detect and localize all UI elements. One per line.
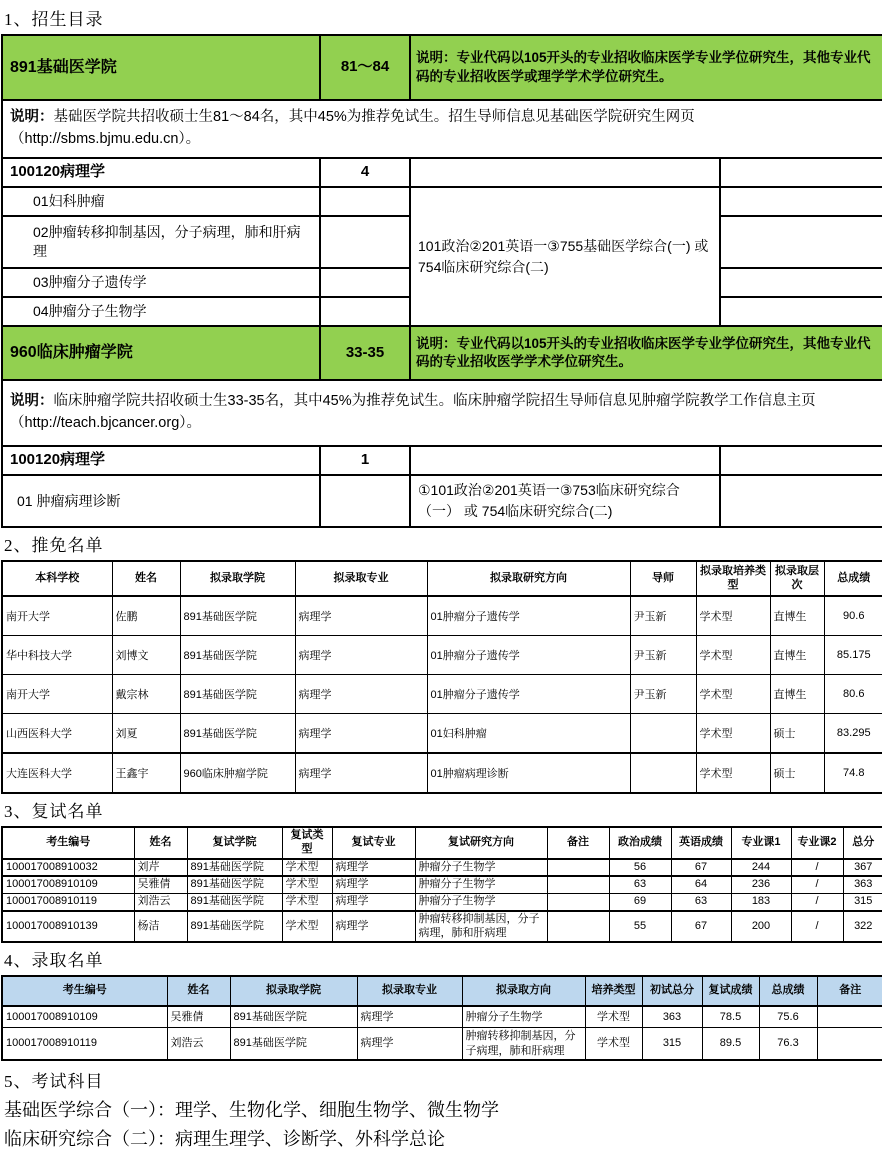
dept2-quota: 33-35	[320, 326, 410, 380]
cell-direction: 肿瘤分子生物学	[415, 894, 547, 911]
cell-english: 67	[671, 859, 731, 877]
section-title-catalog: 1、招生目录	[4, 10, 104, 29]
table-row	[2, 596, 882, 636]
direction-row	[2, 475, 882, 527]
col-header: 培养类型	[585, 976, 642, 1006]
cell-type: 学术型	[696, 714, 770, 754]
cell-direction: 肿瘤分子生物学	[462, 1006, 585, 1028]
cell-school: 大连医科大学	[2, 753, 112, 793]
cell-college: 891基础医学院	[230, 1006, 357, 1028]
col-header: 专业课2	[791, 827, 843, 859]
dept2-description	[2, 380, 882, 446]
cell-school: 华中科技大学	[2, 636, 112, 675]
cell-college: 960临床肿瘤学院	[180, 753, 295, 793]
empty-cell	[410, 158, 720, 187]
dept1-quota: 81～84	[320, 35, 410, 100]
cell-name: 吴雅倩	[134, 876, 187, 893]
empty-cell	[720, 446, 882, 475]
table-row	[2, 675, 882, 714]
col-header: 考生编号	[2, 976, 167, 1006]
direction-2: 02肿瘤转移抑制基因，分子病理，肺和肝病理	[2, 216, 320, 268]
col-header: 总成绩	[824, 561, 882, 596]
col-header: 拟录取学院	[180, 561, 295, 596]
cell-type: 学术型	[585, 1006, 642, 1028]
desc-label: 说明：	[10, 109, 54, 126]
cell-politics: 69	[609, 894, 671, 911]
cell-english: 63	[671, 894, 731, 911]
cell-type: 学术型	[282, 859, 332, 877]
cell-id: 100017008910109	[2, 876, 134, 893]
table-row	[2, 714, 882, 754]
cell-major: 病理学	[295, 675, 427, 714]
cell-level: 直博生	[770, 596, 824, 636]
dept1-major-quota: 4	[320, 158, 410, 187]
cell-name: 杨洁	[134, 911, 187, 943]
desc-text: 基础医学院共招收硕士生81～84名，其中45%为推荐免试生。招生导师信息见基础医学院研究生网页（http://sbms.bjmu.edu.cn）。	[10, 109, 695, 147]
empty-cell	[410, 446, 720, 475]
cell-course2: /	[791, 859, 843, 877]
cell-major: 病理学	[332, 876, 415, 893]
cell-type: 学术型	[282, 911, 332, 943]
col-header: 初试总分	[642, 976, 702, 1006]
cell-college: 891基础医学院	[180, 714, 295, 754]
cell-course2: /	[791, 911, 843, 943]
dept1-desc-row	[2, 100, 882, 158]
cell-course1: 236	[731, 876, 791, 893]
col-header: 备注	[817, 976, 882, 1006]
cell-remark	[547, 859, 609, 877]
cell-score: 80.6	[824, 675, 882, 714]
dept2-name: 960临床肿瘤学院	[2, 326, 320, 380]
section-title-tuimian: 2、推免名单	[4, 536, 104, 555]
cell-name: 吴雅倩	[167, 1006, 230, 1028]
header-row	[2, 976, 882, 1006]
header-row	[2, 827, 882, 859]
cell-remark	[547, 876, 609, 893]
dept2-header-row	[2, 326, 882, 380]
section-title-subjects: 5、考试科目	[4, 1071, 104, 1091]
cell-college: 891基础医学院	[230, 1028, 357, 1060]
cell-name: 佐鹏	[112, 596, 180, 636]
cell-initial-score: 315	[642, 1028, 702, 1060]
cell-name: 刘博文	[112, 636, 180, 675]
empty-cell	[320, 297, 410, 326]
cell-name: 王鑫宇	[112, 753, 180, 793]
tuimian-table	[1, 560, 882, 794]
cell-college: 891基础医学院	[180, 636, 295, 675]
catalog-table	[1, 34, 882, 528]
empty-cell	[720, 475, 882, 527]
table-row	[2, 1006, 882, 1028]
empty-cell	[320, 475, 410, 527]
dept2-major-row	[2, 446, 882, 475]
cell-type: 学术型	[282, 876, 332, 893]
desc-label: 说明：	[10, 393, 54, 410]
empty-cell	[320, 268, 410, 297]
cell-score: 83.295	[824, 714, 882, 754]
col-header: 拟录取专业	[295, 561, 427, 596]
cell-advisor	[630, 753, 696, 793]
col-header: 拟录取研究方向	[427, 561, 630, 596]
col-header: 总成绩	[759, 976, 817, 1006]
cell-id: 100017008910139	[2, 911, 134, 943]
cell-remark	[547, 911, 609, 943]
cell-direction: 01肿瘤分子遗传学	[427, 596, 630, 636]
luqu-table	[1, 975, 882, 1061]
col-header: 备注	[547, 827, 609, 859]
dept2-exam-subjects: ①101政治②201英语一③753临床研究综合（一） 或 754临床研究综合(二)	[410, 475, 720, 527]
table-row	[2, 1028, 882, 1060]
cell-total: 315	[843, 894, 882, 911]
dept2-desc-row	[2, 380, 882, 446]
cell-college: 891基础医学院	[187, 894, 282, 911]
cell-major: 病理学	[295, 596, 427, 636]
cell-college: 891基础医学院	[180, 675, 295, 714]
direction-4: 04肿瘤分子生物学	[2, 297, 320, 326]
col-header: 拟录取学院	[230, 976, 357, 1006]
col-header: 总分	[843, 827, 882, 859]
cell-type: 学术型	[282, 894, 332, 911]
dept1-header-row	[2, 35, 882, 100]
cell-remark	[547, 894, 609, 911]
empty-cell	[720, 268, 882, 297]
col-header: 政治成绩	[609, 827, 671, 859]
subject-line-clinical-research: 临床研究综合（二）：病理生理学、诊断学、外科学总论	[4, 1128, 445, 1149]
direction-3: 03肿瘤分子遗传学	[2, 268, 320, 297]
col-header: 拟录取方向	[462, 976, 585, 1006]
desc-text: 临床肿瘤学院共招收硕士生33-35名，其中45%为推荐免试生。临床肿瘤学院招生导师信息见肿瘤学院教学工作信息主页（http://teach.bjcancer.org）。	[10, 393, 816, 431]
cell-total: 322	[843, 911, 882, 943]
dept2-note: 说明：专业代码以105开头的专业招收临床医学专业学位研究生，其他专业代码的专业招收医学学术学位研究生。	[410, 326, 882, 380]
cell-school: 山西医科大学	[2, 714, 112, 754]
cell-type: 学术型	[696, 753, 770, 793]
cell-direction: 01妇科肿瘤	[427, 714, 630, 754]
cell-direction: 01肿瘤病理诊断	[427, 753, 630, 793]
cell-score: 90.6	[824, 596, 882, 636]
direction-1: 01妇科肿瘤	[2, 187, 320, 216]
empty-cell	[720, 158, 882, 187]
col-header: 考生编号	[2, 827, 134, 859]
empty-cell	[720, 216, 882, 268]
cell-level: 直博生	[770, 636, 824, 675]
cell-major: 病理学	[295, 714, 427, 754]
cell-type: 学术型	[696, 675, 770, 714]
cell-college: 891基础医学院	[187, 859, 282, 877]
col-header: 导师	[630, 561, 696, 596]
cell-score: 74.8	[824, 753, 882, 793]
cell-id: 100017008910119	[2, 894, 134, 911]
cell-total-score: 75.6	[759, 1006, 817, 1028]
subject-line-basic-medicine: 基础医学综合（一）：理学、生物化学、细胞生物学、微生物学	[4, 1099, 499, 1120]
dept2-major: 100120病理学	[2, 446, 320, 475]
fushi-table	[1, 826, 882, 943]
col-header: 复试成绩	[702, 976, 759, 1006]
empty-cell	[720, 187, 882, 216]
cell-name: 刘夏	[112, 714, 180, 754]
cell-major: 病理学	[332, 911, 415, 943]
cell-course1: 244	[731, 859, 791, 877]
cell-total-score: 76.3	[759, 1028, 817, 1060]
cell-advisor: 尹玉新	[630, 636, 696, 675]
cell-major: 病理学	[357, 1006, 462, 1028]
table-row	[2, 636, 882, 675]
table-row	[2, 753, 882, 793]
cell-advisor: 尹玉新	[630, 675, 696, 714]
col-header: 英语成绩	[671, 827, 731, 859]
col-header: 姓名	[134, 827, 187, 859]
dept1-name: 891基础医学院	[2, 35, 320, 100]
cell-advisor: 尹玉新	[630, 596, 696, 636]
cell-initial-score: 363	[642, 1006, 702, 1028]
cell-direction: 肿瘤分子生物学	[415, 859, 547, 877]
cell-school: 南开大学	[2, 675, 112, 714]
cell-politics: 63	[609, 876, 671, 893]
col-header: 专业课1	[731, 827, 791, 859]
empty-cell	[320, 216, 410, 268]
cell-level: 硕士	[770, 714, 824, 754]
cell-college: 891基础医学院	[187, 876, 282, 893]
col-header: 姓名	[112, 561, 180, 596]
header-row	[2, 561, 882, 596]
col-header: 拟录取专业	[357, 976, 462, 1006]
cell-level: 直博生	[770, 675, 824, 714]
cell-direction: 肿瘤转移抑制基因，分子病理，肺和肝病理	[462, 1028, 585, 1060]
dept1-note: 说明：专业代码以105开头的专业招收临床医学专业学位研究生，其他专业代码的专业招收医学或理学学术学位研究生。	[410, 35, 882, 100]
cell-id: 100017008910032	[2, 859, 134, 877]
cell-major: 病理学	[332, 894, 415, 911]
cell-politics: 55	[609, 911, 671, 943]
empty-cell	[320, 187, 410, 216]
cell-name: 刘浩云	[134, 894, 187, 911]
cell-college: 891基础医学院	[187, 911, 282, 943]
cell-school: 南开大学	[2, 596, 112, 636]
cell-course2: /	[791, 894, 843, 911]
cell-name: 戴宗林	[112, 675, 180, 714]
cell-id: 100017008910119	[2, 1028, 167, 1060]
col-header: 拟录取培养类型	[696, 561, 770, 596]
cell-advisor	[630, 714, 696, 754]
cell-remark	[817, 1028, 882, 1060]
col-header: 姓名	[167, 976, 230, 1006]
cell-college: 891基础医学院	[180, 596, 295, 636]
dept1-description	[2, 100, 882, 158]
exam-subjects-block	[4, 1096, 882, 1154]
cell-name: 刘浩云	[167, 1028, 230, 1060]
dept1-exam-subjects: 101政治②201英语一③755基础医学综合(一) 或 754临床研究综合(二)	[410, 187, 720, 326]
cell-retest-score: 89.5	[702, 1028, 759, 1060]
dept2-major-quota: 1	[320, 446, 410, 475]
cell-english: 67	[671, 911, 731, 943]
cell-direction: 01肿瘤分子遗传学	[427, 675, 630, 714]
cell-score: 85.175	[824, 636, 882, 675]
cell-type: 学术型	[696, 596, 770, 636]
cell-english: 64	[671, 876, 731, 893]
col-header: 拟录取层次	[770, 561, 824, 596]
section-title-luqu: 4、录取名单	[4, 951, 104, 971]
cell-id: 100017008910109	[2, 1006, 167, 1028]
cell-major: 病理学	[295, 753, 427, 793]
col-header: 本科学校	[2, 561, 112, 596]
cell-course1: 200	[731, 911, 791, 943]
cell-total: 367	[843, 859, 882, 877]
empty-cell	[720, 297, 882, 326]
cell-politics: 56	[609, 859, 671, 877]
col-header: 复试专业	[332, 827, 415, 859]
dept1-major: 100120病理学	[2, 158, 320, 187]
cell-course2: /	[791, 876, 843, 893]
dept1-major-row	[2, 158, 882, 187]
cell-course1: 183	[731, 894, 791, 911]
cell-direction: 01肿瘤分子遗传学	[427, 636, 630, 675]
table-row	[2, 911, 882, 943]
section-title-fushi: 3、复试名单	[4, 802, 104, 821]
col-header: 复试研究方向	[415, 827, 547, 859]
cell-name: 刘芹	[134, 859, 187, 877]
table-row	[2, 894, 882, 911]
cell-retest-score: 78.5	[702, 1006, 759, 1028]
table-row	[2, 859, 882, 877]
cell-direction: 肿瘤转移抑制基因，分子病理，肺和肝病理	[415, 911, 547, 943]
cell-major: 病理学	[295, 636, 427, 675]
cell-major: 病理学	[332, 859, 415, 877]
cell-type: 学术型	[696, 636, 770, 675]
cell-total: 363	[843, 876, 882, 893]
col-header: 复试学院	[187, 827, 282, 859]
col-header: 复试类型	[282, 827, 332, 859]
direction-row	[2, 187, 882, 216]
cell-type: 学术型	[585, 1028, 642, 1060]
cell-major: 病理学	[357, 1028, 462, 1060]
cell-direction: 肿瘤分子生物学	[415, 876, 547, 893]
dept2-direction: 01 肿瘤病理诊断	[2, 475, 320, 527]
table-row	[2, 876, 882, 893]
cell-level: 硕士	[770, 753, 824, 793]
cell-remark	[817, 1006, 882, 1028]
